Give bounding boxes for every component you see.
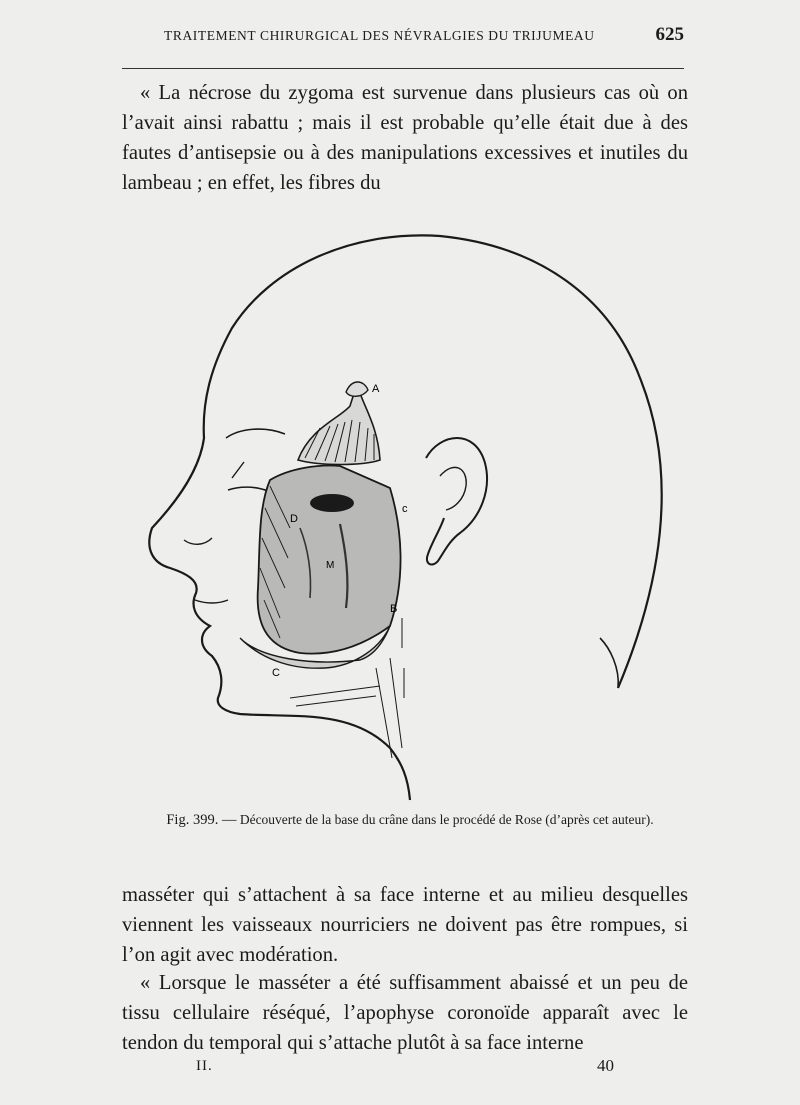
paragraph-top: « La nécrose du zygoma est survenue dans plusieurs cas où on l’avait ainsi rabattu ; mais il est probable qu’elle était due à des fautes d’antisepsie ou à des manipulations excessives et inutiles du lambeau ; en effet, les fibres du [122, 82, 688, 194]
figure-label-c-ear: c [402, 503, 408, 515]
header-rule [122, 68, 684, 69]
footer-sheet-number: 40 [597, 1056, 614, 1075]
page-number: 625 [655, 24, 684, 45]
running-title: TRAITEMENT CHIRURGICAL DES NÉVRALGIES DU TRIJUMEAU [164, 28, 595, 43]
temporal-flap [298, 390, 380, 464]
head-dissection-drawing [140, 228, 700, 808]
figure-label-d: D [290, 513, 298, 525]
lips-line [195, 600, 228, 603]
ear-inner [440, 467, 466, 510]
ear-outline [426, 438, 487, 565]
eye-line [228, 487, 268, 491]
figure-label-c-flap: C [272, 667, 280, 679]
neck-back-line [600, 638, 618, 688]
footer-signature-mark: II. [196, 1058, 213, 1074]
figure-label-a: A [372, 383, 380, 395]
paragraph-last: « Lorsque le masséter a été suffisamment abaissé et un peu de tissu cellulaire réséqué, l’apophyse coronoïde apparaît avec le tendon du temporal qui s’attache plutôt à sa face interne [122, 972, 688, 1054]
nostril-line [184, 538, 212, 544]
eyelid-line [232, 462, 244, 478]
pointer-lines [402, 618, 404, 698]
figure-caption [150, 810, 670, 830]
paragraph-after-figure: masséter qui s’attachent à sa face interne et au milieu desquelles viennent les vaisseaux nourriciers ne doivent pas être rompues, si l’on agit avec modération. [122, 884, 688, 966]
eyebrow-line [226, 429, 285, 438]
running-head [122, 22, 684, 52]
temporal-stump [346, 382, 368, 396]
figure-label-b: B [390, 603, 398, 615]
figure-label-m: M [326, 560, 335, 571]
caption-prefix: Fig. 399. — [166, 812, 237, 828]
head-outline [149, 235, 661, 800]
caption-text: Découverte de la base du crâne dans le procédé de Rose (d’après cet auteur). [239, 812, 654, 827]
foramen-oval [310, 494, 354, 512]
figure-illustration [140, 228, 700, 808]
